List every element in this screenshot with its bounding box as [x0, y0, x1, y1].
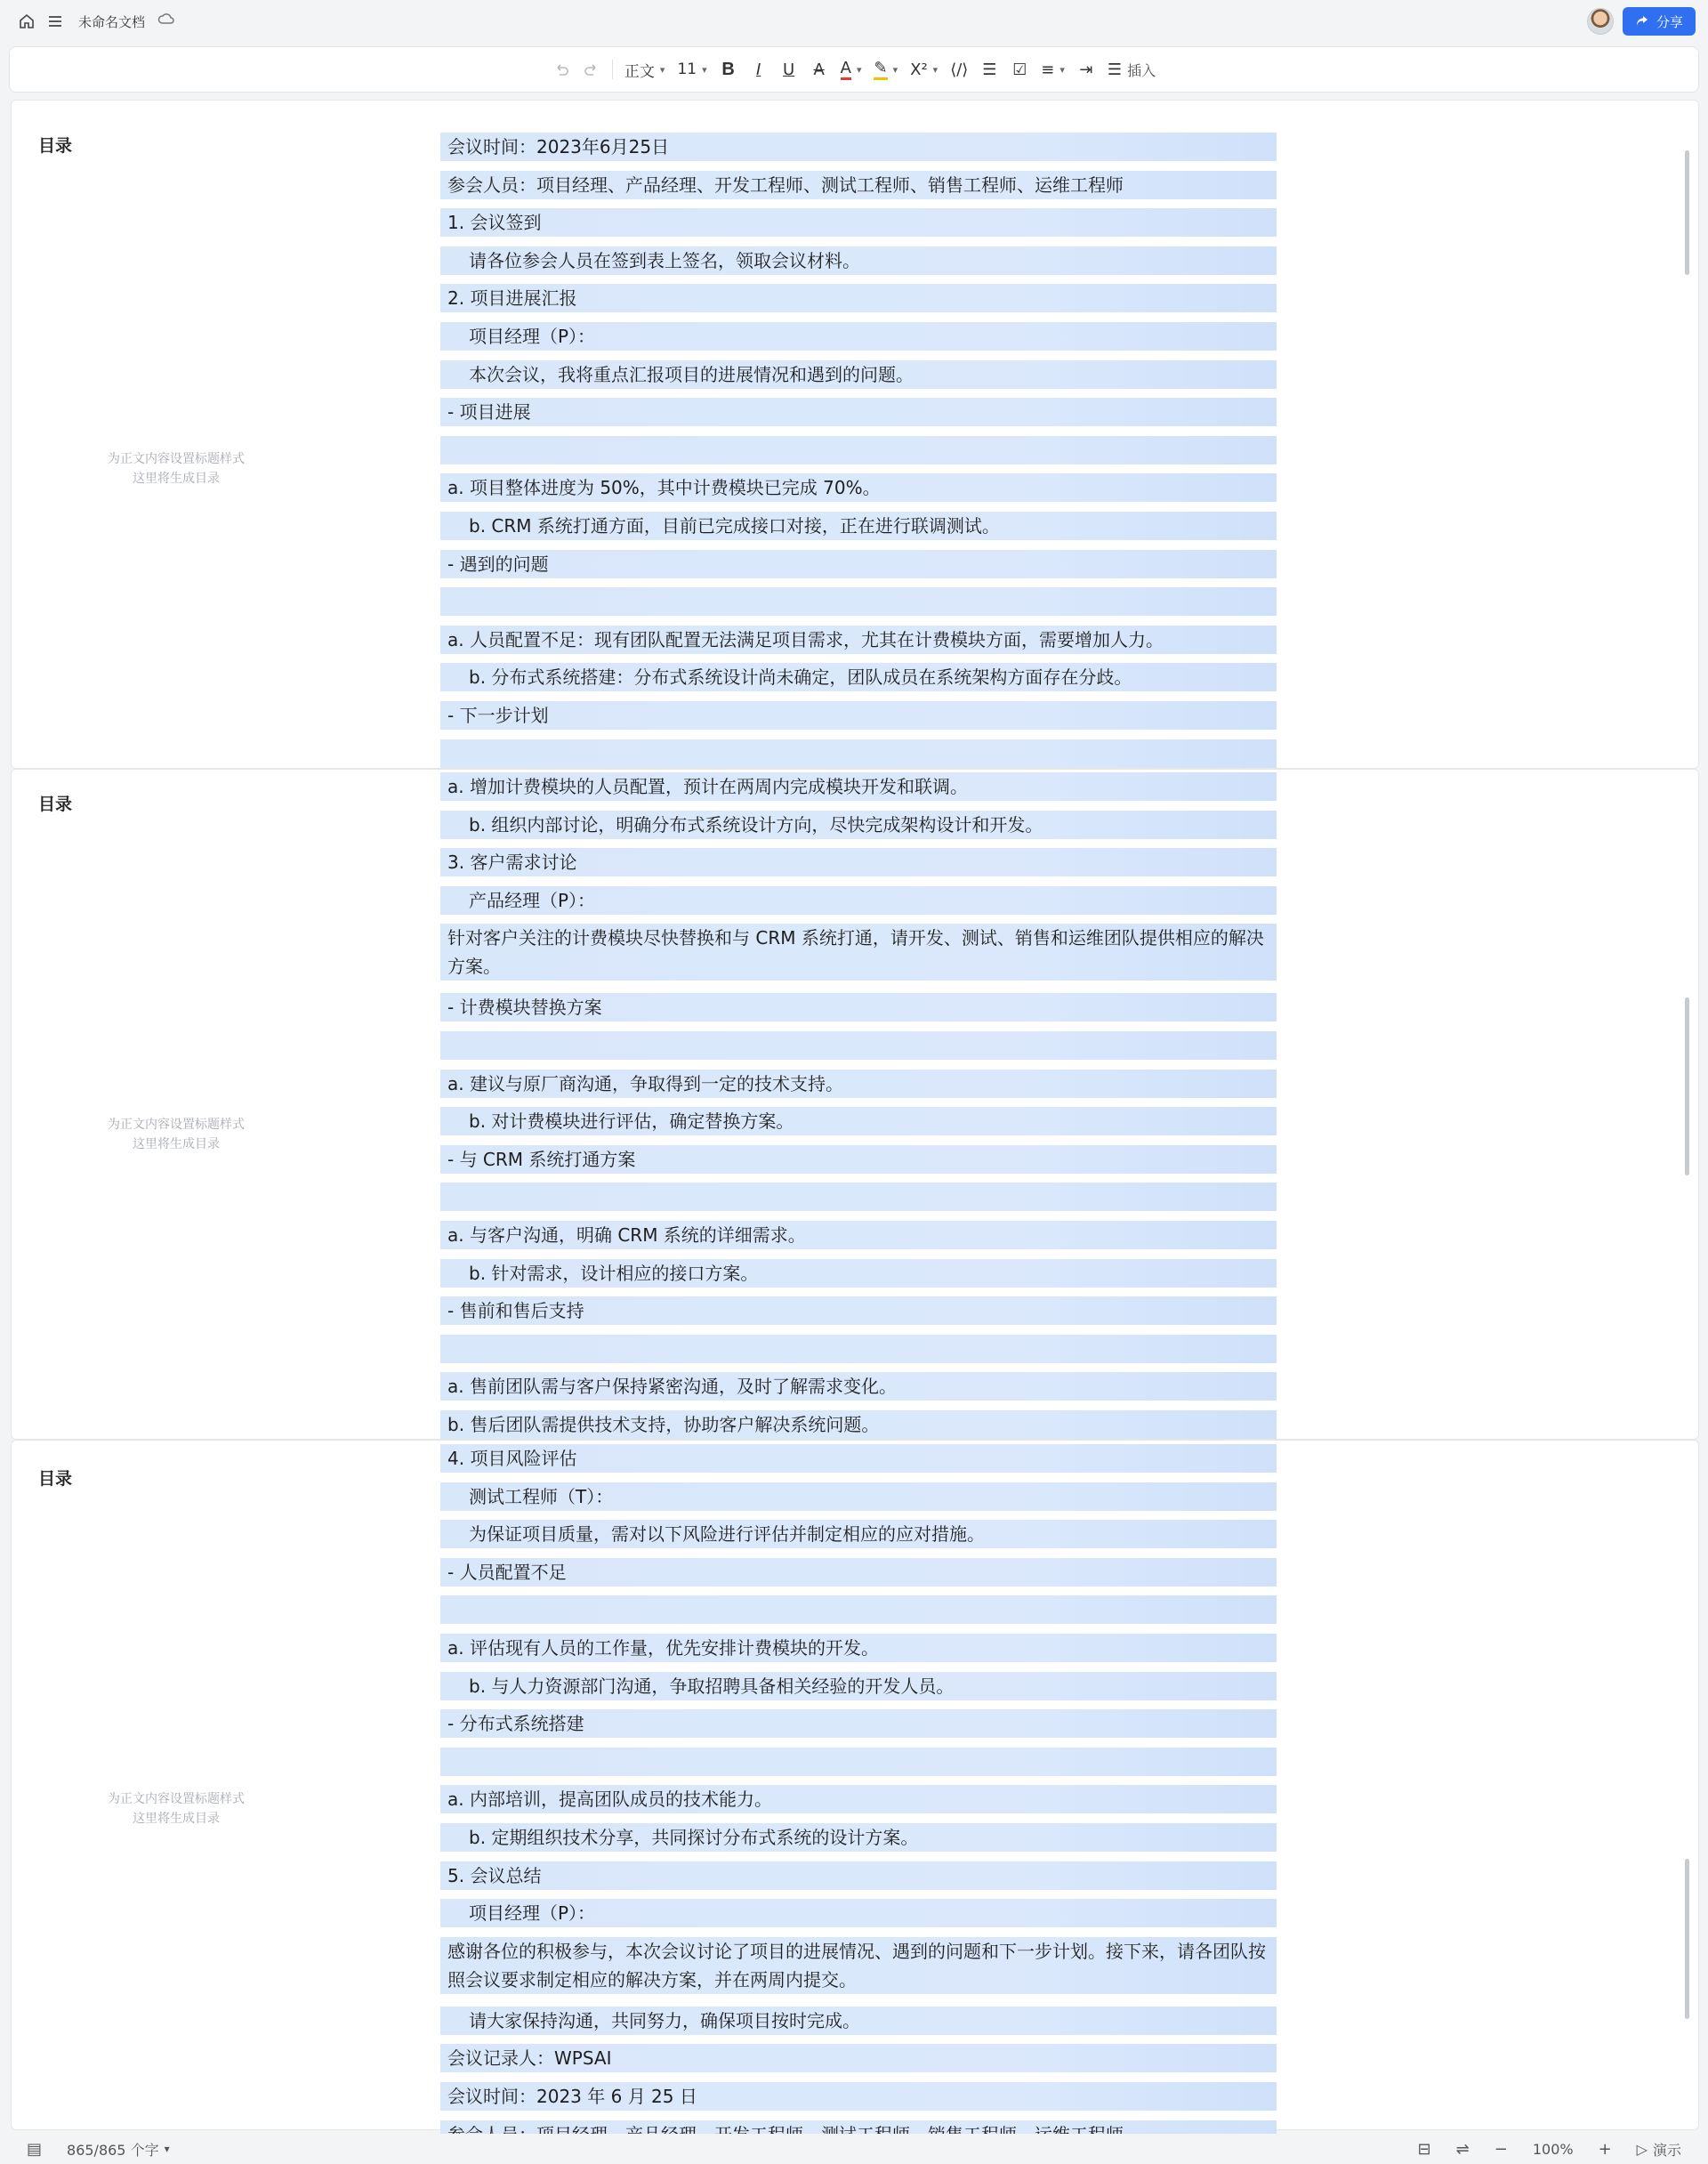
strikethrough-button[interactable]: A [813, 60, 825, 79]
paragraph[interactable]: 本次会议，我将重点汇报项目的进展情况和遇到的问题。 [440, 360, 1277, 389]
chevron-down-icon: ▾ [659, 63, 665, 76]
scrollbar[interactable] [1685, 150, 1689, 275]
list-icon: ☰ [982, 60, 997, 79]
paragraph[interactable]: 2. 项目进展汇报 [440, 284, 1277, 312]
align-left-icon: ≡ [1041, 60, 1055, 79]
checkbox-icon: ☑ [1012, 60, 1027, 79]
paragraph[interactable]: b. 定期组织技术分享，共同探讨分布式系统的设计方案。 [440, 1823, 1277, 1852]
redo-button[interactable] [578, 54, 605, 85]
paragraph[interactable]: 产品经理（P）： [440, 886, 1277, 915]
title-bar [0, 0, 1708, 43]
paragraph[interactable]: a. 评估现有人员的工作量，优先安排计费模块的开发。 [440, 1634, 1277, 1662]
paragraph[interactable]: a. 内部培训，提高团队成员的技术能力。 [440, 1785, 1277, 1813]
paragraph[interactable]: - 计费模块替换方案 [440, 993, 1277, 1021]
bold-button[interactable]: B [721, 59, 735, 79]
document-title[interactable]: 未命名文档 [78, 13, 146, 30]
paragraph[interactable]: a. 与客户沟通，明确 CRM 系统的详细需求。 [440, 1221, 1277, 1249]
document-page-1[interactable] [11, 100, 1699, 769]
document-page-3[interactable] [11, 1440, 1699, 2130]
paragraph[interactable]: - 遇到的问题 [440, 550, 1277, 578]
paragraph[interactable]: 会议时间：2023 年 6 月 25 日 [440, 2082, 1277, 2111]
chevron-down-icon: ▾ [932, 63, 939, 76]
font-size-label: 11 [677, 61, 697, 78]
toc-hint [74, 449, 278, 489]
share-icon [1635, 14, 1649, 28]
present-label: 演示 [1652, 2141, 1681, 2159]
toc-hint-line: 为正文内容设置标题样式 [108, 1792, 245, 1806]
paragraph[interactable]: 请大家保持沟通，共同努力，确保项目按时完成。 [440, 2007, 1277, 2035]
paragraph[interactable]: b. 分布式系统搭建：分布式系统设计尚未确定，团队成员在系统架构方面存在分歧。 [440, 663, 1277, 691]
zoom-out-icon[interactable]: − [1494, 2139, 1508, 2159]
indent-icon: ⇥ [1079, 60, 1093, 79]
present-button[interactable] [1637, 2139, 1681, 2160]
toc-hint-line: 这里将生成目录 [133, 1812, 220, 1826]
superscript-button[interactable] [906, 54, 942, 85]
toolbar-divider [612, 60, 613, 79]
paragraph[interactable]: 会议时间：2023年6月25日 [440, 133, 1277, 161]
toc-hint-line: 这里将生成目录 [133, 472, 220, 486]
paragraph[interactable]: a. 项目整体进度为 50%，其中计费模块已完成 70%。 [440, 473, 1277, 502]
align-button[interactable] [1036, 54, 1069, 85]
chevron-down-icon: ▾ [1059, 63, 1065, 76]
web-view-icon[interactable]: ⇌ [1455, 2139, 1470, 2159]
paragraph[interactable]: 为保证项目质量，需对以下风险进行评估并制定相应的应对措施。 [440, 1520, 1277, 1548]
paragraph[interactable]: - 售前和售后支持 [440, 1296, 1277, 1325]
scrollbar[interactable] [1685, 997, 1689, 1175]
chevron-down-icon: ▾ [856, 63, 862, 76]
superscript-icon: X² [910, 60, 928, 79]
empty-paragraph[interactable] [440, 1183, 1277, 1211]
checkbox-button[interactable] [1006, 54, 1033, 85]
toc-heading: 目录 [38, 1469, 73, 1489]
redo-icon [584, 61, 600, 77]
list-button[interactable] [976, 54, 1003, 85]
status-bar [0, 2134, 1708, 2164]
empty-paragraph[interactable] [440, 436, 1277, 464]
chevron-down-icon[interactable]: ▾ [164, 2143, 170, 2155]
highlight-button[interactable] [869, 54, 902, 85]
menu-icon[interactable] [41, 7, 69, 36]
empty-paragraph[interactable] [440, 1031, 1277, 1060]
paragraph[interactable]: b. 售后团队需提供技术支持，协助客户解决系统问题。 [440, 1410, 1277, 1439]
paragraph[interactable]: b. CRM 系统打通方面，目前已完成接口对接，正在进行联调测试。 [440, 512, 1277, 540]
paragraph[interactable]: 针对客户关注的计费模块尽快替换和与 CRM 系统打通，请开发、测试、销售和运维团队提供相应的解决方案。 [440, 924, 1277, 981]
paragraph[interactable]: 1. 会议签到 [440, 208, 1277, 237]
paragraph[interactable]: a. 建议与原厂商沟通，争取得到一定的技术支持。 [440, 1070, 1277, 1098]
paragraph[interactable]: - 分布式系统搭建 [440, 1709, 1277, 1738]
paragraph[interactable]: b. 针对需求，设计相应的接口方案。 [440, 1259, 1277, 1288]
paragraph[interactable]: a. 人员配置不足：现有团队配置无法满足项目需求，尤其在计费模块方面，需要增加人力。 [440, 626, 1277, 654]
paragraph-style-label: 正文 [624, 62, 655, 81]
insert-icon: ☰ [1107, 60, 1123, 79]
empty-paragraph[interactable] [440, 739, 1277, 768]
word-count[interactable]: 865/865 个字 [67, 2141, 159, 2159]
paragraph[interactable]: 4. 项目风险评估 [440, 1444, 1277, 1473]
toc-hint [74, 1789, 278, 1829]
formatting-toolbar [9, 46, 1699, 93]
indent-button[interactable] [1073, 54, 1100, 85]
chevron-down-icon: ▾ [702, 63, 707, 76]
paragraph[interactable]: - 人员配置不足 [440, 1558, 1277, 1587]
toc-hint-line: 这里将生成目录 [133, 1137, 220, 1151]
paragraph[interactable]: 5. 会议总结 [440, 1861, 1277, 1890]
undo-button[interactable] [548, 54, 575, 85]
paragraph[interactable]: - 与 CRM 系统打通方案 [440, 1145, 1277, 1174]
chevron-down-icon: ▾ [892, 63, 898, 76]
font-color-button[interactable] [836, 54, 866, 85]
play-icon: ▷ [1636, 2140, 1648, 2158]
insert-button[interactable] [1103, 54, 1160, 85]
paragraph[interactable]: 感谢各位的积极参与，本次会议讨论了项目的进展情况、遇到的问题和下一步计划。接下来，请各团队按照会议要求制定相应的解决方案，并在两周内提交。 [440, 1937, 1277, 1994]
code-button[interactable] [946, 54, 972, 85]
paragraph[interactable]: 参会人员：项目经理、产品经理、开发工程师、测试工程师、销售工程师、运维工程师 [440, 171, 1277, 199]
paragraph[interactable]: b. 对计费模块进行评估，确定替换方案。 [440, 1107, 1277, 1135]
undo-icon [553, 61, 569, 77]
zoom-level[interactable]: 100% [1532, 2140, 1574, 2158]
paragraph[interactable]: 请各位参会人员在签到表上签名，领取会议材料。 [440, 246, 1277, 275]
toc-hint-line: 为正文内容设置标题样式 [108, 452, 245, 466]
paragraph[interactable]: b. 与人力资源部门沟通，争取招聘具备相关经验的开发人员。 [440, 1672, 1277, 1700]
empty-paragraph[interactable] [440, 1748, 1277, 1776]
toc-hint [74, 1115, 278, 1154]
paragraph[interactable]: 项目经理（P）： [440, 322, 1277, 351]
scrollbar[interactable] [1685, 1859, 1689, 2019]
empty-paragraph[interactable] [440, 587, 1277, 616]
cloud-sync-icon[interactable] [157, 11, 175, 32]
zoom-in-icon[interactable]: + [1598, 2139, 1612, 2159]
italic-button[interactable]: I [755, 60, 761, 79]
paragraph-style-select[interactable] [620, 54, 670, 85]
empty-paragraph[interactable] [440, 1595, 1277, 1624]
toc-heading: 目录 [38, 795, 73, 814]
avatar[interactable] [1587, 8, 1614, 35]
font-color-icon: A [841, 60, 851, 80]
paragraph[interactable]: - 下一步计划 [440, 701, 1277, 730]
highlighter-icon: ✎ [874, 60, 887, 80]
font-size-select[interactable] [673, 54, 711, 85]
code-icon: ⟨/⟩ [950, 60, 969, 79]
insert-label: 插入 [1127, 61, 1156, 79]
document-page-2[interactable] [11, 769, 1699, 1440]
paragraph[interactable]: b. 组织内部讨论，明确分布式系统设计方向，尽快完成架构设计和开发。 [440, 811, 1277, 839]
empty-paragraph[interactable] [440, 1335, 1277, 1363]
paragraph[interactable]: 项目经理（P）： [440, 1899, 1277, 1927]
paragraph[interactable]: a. 增加计费模块的人员配置，预计在两周内完成模块开发和联调。 [440, 772, 1277, 801]
home-icon[interactable] [12, 7, 41, 36]
paragraph[interactable]: 测试工程师（T）： [440, 1482, 1277, 1511]
page-view-icon[interactable]: ⊟ [1417, 2139, 1431, 2159]
document-outline-icon[interactable]: ▤ [27, 2139, 43, 2159]
toc-hint-line: 为正文内容设置标题样式 [108, 1118, 245, 1132]
share-button[interactable] [1623, 7, 1696, 36]
paragraph[interactable]: a. 售前团队需与客户保持紧密沟通，及时了解需求变化。 [440, 1372, 1277, 1401]
toc-heading: 目录 [38, 136, 73, 156]
share-label: 分享 [1656, 13, 1683, 30]
paragraph[interactable]: - 项目进展 [440, 398, 1277, 426]
underline-button[interactable]: U [783, 60, 795, 79]
paragraph[interactable]: 会议记录人：WPSAI [440, 2044, 1277, 2072]
paragraph[interactable]: 3. 客户需求讨论 [440, 848, 1277, 876]
